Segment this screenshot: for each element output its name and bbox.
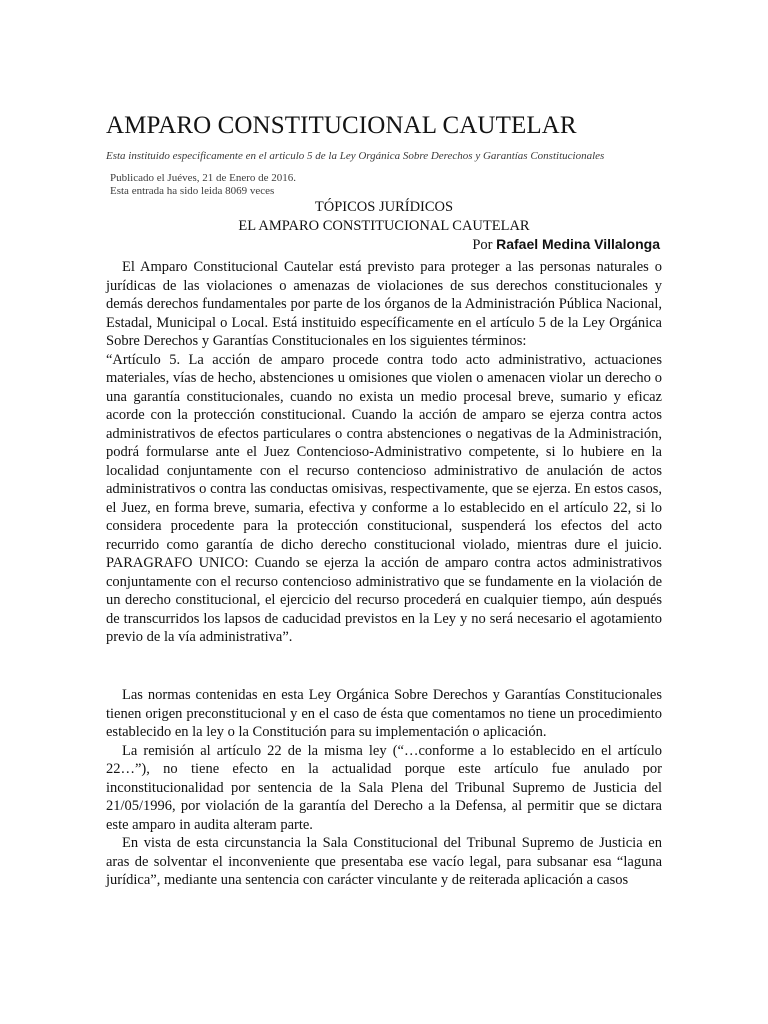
paragraph: En vista de esta circunstancia la Sala Constitucional del Tribunal Supremo de Justicia en aras de solventar el inconveniente que presentaba ese vacío legal, para subsanar esa “laguna jurídica”, mediante una sentencia con carácter vinculante y de reiterada aplicación a casos xyxy=(106,835,662,888)
view-count: Esta entrada ha sido leida 8069 veces xyxy=(110,184,275,197)
body-text-block-2 xyxy=(106,686,662,890)
body-text-block-1 xyxy=(106,258,662,647)
author-name: Rafael Medina Villalonga xyxy=(496,236,660,252)
post-meta xyxy=(110,172,296,197)
page-title: AMPARO CONSTITUCIONAL CAUTELAR xyxy=(106,112,577,139)
paragraph: Las normas contenidas en esta Ley Orgánica Sobre Derechos y Garantías Constitucionales tienen origen preconstitucional y en el caso de ésta que comentamos no tiene un procedimiento establecido en la ley o la Constitución para su implementación o aplicación. xyxy=(106,687,662,740)
quoted-article: “Artículo 5. La acción de amparo procede contra todo acto administrativo, actuaciones materiales, vías de hecho, abstenciones u omisiones que violen o amenacen violar un derecho o una garantía constitucionales, cuando no exista un medio procesal breve, sumario y eficaz acorde con la protección constitucional. Cuando la acción de amparo se ejerza contra actos administrativos de efectos particulares o contra abstenciones o negativas de la Administración, podrá formularse ante el Juez Contencioso-Administrativo competente, si lo hubiere en la localidad conjuntamente con el recurso contencioso administrativo de anulación de actos administrativos o contra las conductas omisivas, respectivamente, que se ejerza. En estos casos, el Juez, en forma breve, sumaria, efectiva y conforme a lo establecido en el artículo 22, si lo considera procedente para la protección constitucional, suspenderá los efectos del acto recurrido como garantía de dicho derecho constitucional violado, mientras dure el juicio. PARAGRAFO UNICO: Cuando se ejerza la acción de amparo contra actos administrativos conjuntamente con el recurso contencioso administrativo que se fundamente en la violación de un derecho constitucional, el ejercicio del recurso procederá en cualquier tiempo, aún después de transcurridos los lapsos de caducidad previstos en la Ley y no será necesario el agotamiento previo de la vía administrativa”. xyxy=(106,351,662,645)
paragraph: La remisión al artículo 22 de la misma ley (“…conforme a lo establecido en el artículo 22…”), no tiene efecto en la actualidad porque este artículo fue anulado por inconstitucionalidad por sentencia de la Sala Plena del Tribunal Supremo de Justicia del 21/05/1996, por violación de la garantía del Derecho a la Defensa, al permitir que se dictara este amparo in audita alteram parte. xyxy=(106,742,662,833)
paragraph: El Amparo Constitucional Cautelar está previsto para proteger a las personas naturales o jurídicas de las violaciones o amenazas de violaciones de sus derechos constitucionales y demás derechos fundamentales por parte de los órganos de la Administración Pública Nacional, Estadal, Municipal o Local. Está instituido específicamente en el artículo 5 de la Ley Orgánica Sobre Derechos y Garantías Constitucionales en los siguientes términos: xyxy=(106,259,662,349)
article-heading: EL AMPARO CONSTITUCIONAL CAUTELAR xyxy=(238,218,530,234)
published-date: Publicado el Juéves, 21 de Enero de 2016. xyxy=(110,172,297,184)
byline xyxy=(472,236,660,254)
section-heading: TÓPICOS JURÍDICOS xyxy=(314,199,454,215)
subtitle: Esta instituido especificamente en el articulo 5 de la Ley Orgánica Sobre Derechos y Garantías Constitucionales xyxy=(106,150,605,162)
byline-prefix: Por xyxy=(472,237,493,253)
